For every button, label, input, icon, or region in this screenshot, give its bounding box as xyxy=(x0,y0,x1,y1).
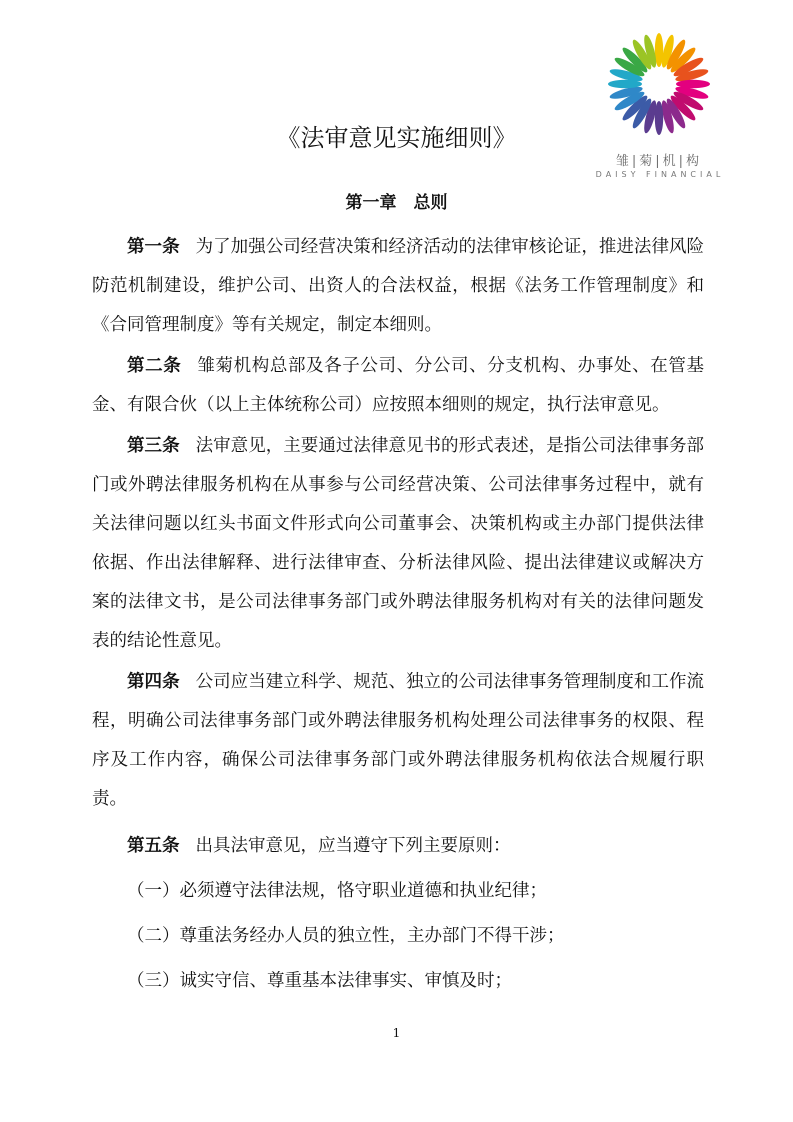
article-text: 出具法审意见，应当遵守下列主要原则： xyxy=(195,836,511,856)
logo-english-name: DAISY FINANCIAL xyxy=(595,170,725,179)
chapter-heading: 第一章 总则 xyxy=(345,193,448,213)
page-number: 1 xyxy=(392,1026,401,1040)
article-label: 第五条 xyxy=(127,836,180,856)
company-logo xyxy=(590,28,730,188)
document-title: 《法审意见实施细则》 xyxy=(276,124,517,152)
article-text: 雏菊机构总部及各子公司、分公司、分支机构、办事处、在管基金、有限合伙（以上主体统称公司）应按照本细则的规定，执行法审意见。 xyxy=(92,356,705,415)
article-3 xyxy=(92,427,704,661)
article-5 xyxy=(92,827,704,866)
list-item: （一）必须遵守法律法规，恪守职业道德和执业纪律； xyxy=(127,881,547,901)
article-label: 第四条 xyxy=(127,672,180,692)
list-item: （二）尊重法务经办人员的独立性，主办部门不得干涉； xyxy=(127,926,565,946)
article-text: 公司应当建立科学、规范、独立的公司法律事务管理制度和工作流程，明确公司法律事务部门或外聘法律服务机构处理公司法律事务的权限、程序及工作内容，确保公司法律事务部门或外聘法律服务机构依法合规履行职责。 xyxy=(92,672,705,809)
article-text: 法审意见，主要通过法律意见书的形式表述，是指公司法律事务部门或外聘法律服务机构在从事参与公司经营决策、公司法律事务过程中，就有关法律问题以红头书面文件形式向公司董事会、决策机构或主办部门提供法律依据、作出法律解释、进行法律审查、分析法律风险、提出法律建议或解决方案的法律文书，是公司法律事务部门或外聘法律服务机构对有关的法律问题发表的结论性意见。 xyxy=(92,436,705,651)
article-1 xyxy=(92,228,704,345)
article-label: 第二条 xyxy=(127,356,182,376)
article-2 xyxy=(92,347,704,425)
article-4 xyxy=(92,663,704,819)
article-label: 第三条 xyxy=(127,436,180,456)
document-body xyxy=(92,228,704,1001)
list-item: （三）诚实守信、尊重基本法律事实、审慎及时； xyxy=(127,971,512,991)
article-text: 为了加强公司经营决策和经济活动的法律审核论证，推进法律风险防范机制建设，维护公司、出资人的合法权益，根据《法务工作管理制度》和《合同管理制度》等有关规定，制定本细则。 xyxy=(92,237,705,335)
article-label: 第一条 xyxy=(127,237,180,257)
logo-chinese-name: 雏|菊|机|构 xyxy=(615,154,703,169)
